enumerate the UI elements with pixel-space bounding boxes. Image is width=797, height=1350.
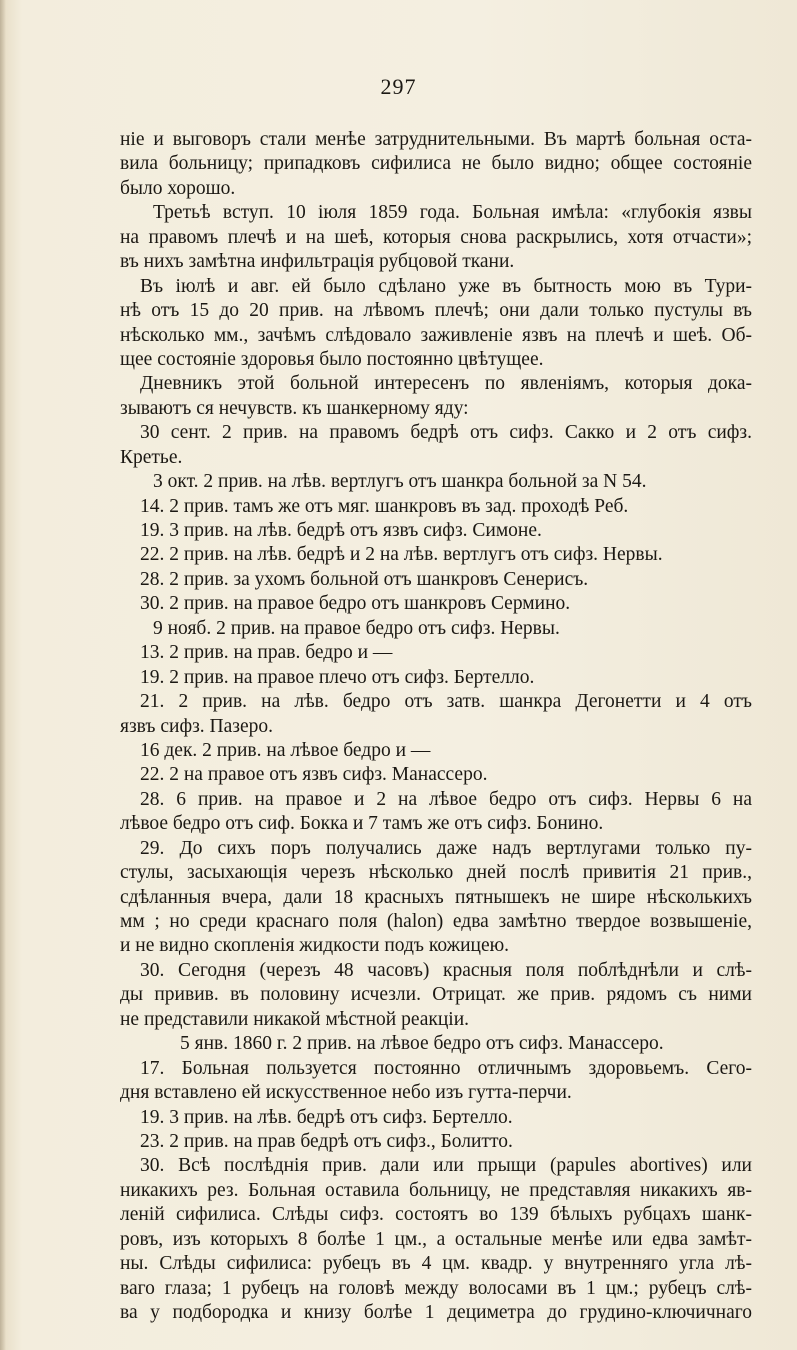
text-line: 30 сент. 2 прив. на правомъ бедрѣ отъ сифз. Сакко и 2 отъ сифз. <box>140 422 752 444</box>
text-line: 28. 6 прив. на правое и 2 на лѣвое бедро отъ сифз. Нервы 6 на <box>140 788 752 810</box>
text-line: 28. 2 прив. за ухомъ больной отъ шанкровъ Сенерисъ. <box>140 568 589 590</box>
body-text <box>120 128 752 1325</box>
text-line: 30. Сегодня (черезъ 48 часовъ) красныя поля поблѣднѣли и слѣ- <box>140 959 752 981</box>
text-line: 29. До сихъ поръ получались даже надъ вертлугами только пу- <box>140 837 752 859</box>
text-line: 14. 2 прив. тамъ же отъ мяг. шанкровъ въ зад. проходѣ Реб. <box>140 495 629 517</box>
text-line: ны. Слѣды сифилиса: рубецъ въ 4 цм. квадр. у внутренняго угла лѣ- <box>120 1253 752 1275</box>
text-line: Въ іюлѣ и авг. ей было сдѣлано уже въ бытность мою въ Тури- <box>140 275 752 297</box>
page-number: 297 <box>380 74 417 99</box>
text-line: и не видно скопленія жидкости подъ кожицею. <box>120 935 510 957</box>
text-line: 17. Больная пользуется постоянно отличнымъ здоровьемъ. Сего- <box>140 1057 752 1079</box>
text-line: дня вставлено ей искусственное небо изъ гутта-перчи. <box>120 1082 572 1104</box>
text-line: 30. 2 прив. на правое бедро отъ шанкровъ Сермино. <box>140 593 571 615</box>
text-line: 30. Всѣ послѣднія прив. дали или прыщи (papules abortives) или <box>140 1155 752 1177</box>
text-line: 16 дек. 2 прив. на лѣвое бедро и — <box>140 739 431 761</box>
text-line: ровъ, изъ которыхъ 8 болѣе 1 цм., а остальные менѣе или едва замѣт- <box>120 1228 752 1250</box>
text-line: лѣвое бедро отъ сиф. Бокка и 7 тамъ же отъ сифз. Бонино. <box>120 813 604 835</box>
text-line: щее состояніе здоровья было постоянно цвѣтущее. <box>120 348 544 370</box>
text-line: ваго глаза; 1 рубецъ на головѣ между волосами въ 1 цм.; рубецъ слѣ- <box>120 1277 752 1299</box>
text-line: 22. 2 прив. на лѣв. бедрѣ и 2 на лѣв. вертлугъ отъ сифз. Нервы. <box>140 544 663 566</box>
text-line: вила больницу; припадковъ сифилиса не было видно; общее состояніе <box>120 153 752 175</box>
text-line: въ нихъ замѣтна инфильтрація рубцовой ткани. <box>120 251 515 273</box>
text-line: ніе и выговоръ стали менѣе затруднительными. Въ мартѣ больная оста- <box>120 129 752 150</box>
text-line: 23. 2 прив. на прав бедрѣ отъ сифз., Болитто. <box>140 1130 513 1152</box>
text-line: на правомъ плечѣ и на шеѣ, которыя снова раскрылись, хотя отчасти»; <box>120 226 752 248</box>
page-gutter-shadow <box>0 0 6 1350</box>
text-line: зываютъ ся нечувств. къ шанкерному яду: <box>120 397 469 419</box>
text-line: нѣсколько мм., зачѣмъ слѣдовало заживленіе язвъ на плечѣ и шеѣ. Об- <box>120 324 752 346</box>
text-line: 9 нояб. 2 прив. на правое бедро отъ сифз. Нервы. <box>153 617 560 639</box>
text-line: ды привив. въ половину исчезли. Отрицат. же прив. рядомъ съ ними <box>120 984 752 1006</box>
text-line: 19. 3 прив. на лѣв. бедрѣ отъ сифз. Бертелло. <box>140 1106 513 1128</box>
text-line: 22. 2 на правое отъ язвъ сифз. Манассеро. <box>140 764 488 786</box>
text-line: 21. 2 прив. на лѣв. бедро отъ затв. шанкра Дегонетти и 4 отъ <box>140 691 752 713</box>
text-line: 3 окт. 2 прив. на лѣв. вертлугъ отъ шанкра больной за N 54. <box>153 471 647 493</box>
text-line: нѣ отъ 15 до 20 прив. на лѣвомъ плечѣ; они дали только пустулы въ <box>120 300 752 322</box>
text-line: язвъ сифз. Пазеро. <box>120 715 274 737</box>
text-line: ва у подбородка и книзу болѣе 1 дециметра до грудино-ключичнаго <box>120 1302 752 1323</box>
text-line: сдѣланныя вчера, дали 18 красныхъ пятнышекъ не шире нѣсколькихъ <box>120 886 752 908</box>
text-line: 19. 3 прив. на лѣв. бедрѣ отъ язвъ сифз. Симоне. <box>140 520 542 541</box>
text-line: 13. 2 прив. на прав. бедро и — <box>140 642 393 664</box>
text-line: леній сифилиса. Слѣды сифз. состоятъ во 139 бѣлыхъ рубцахъ шанк- <box>120 1204 752 1226</box>
text-line: Кретье. <box>120 446 183 468</box>
text-line: не представили никакой мѣстной реакціи. <box>120 1008 470 1030</box>
text-line: было хорошо. <box>120 177 236 199</box>
text-line: никакихъ рез. Больная оставила больницу, не представляя никакихъ яв- <box>120 1179 752 1201</box>
text-line: Третьѣ вступ. 10 іюля 1859 года. Больная имѣла: «глубокія язвы <box>153 202 752 224</box>
text-line: 5 янв. 1860 г. 2 прив. на лѣвое бедро отъ сифз. Манассеро. <box>180 1033 664 1055</box>
text-line: мм ; но среди краснаго поля (halon) едва замѣтно твердое возвышеніе, <box>120 911 752 932</box>
text-line: Дневникъ этой больной интересенъ по явленіямъ, которыя дока- <box>140 373 752 395</box>
text-line: стулы, засыхающія черезъ нѣсколько дней послѣ привитія 21 прив., <box>120 862 752 884</box>
text-line: 19. 2 прив. на правое плечо отъ сифз. Бертелло. <box>140 666 535 688</box>
